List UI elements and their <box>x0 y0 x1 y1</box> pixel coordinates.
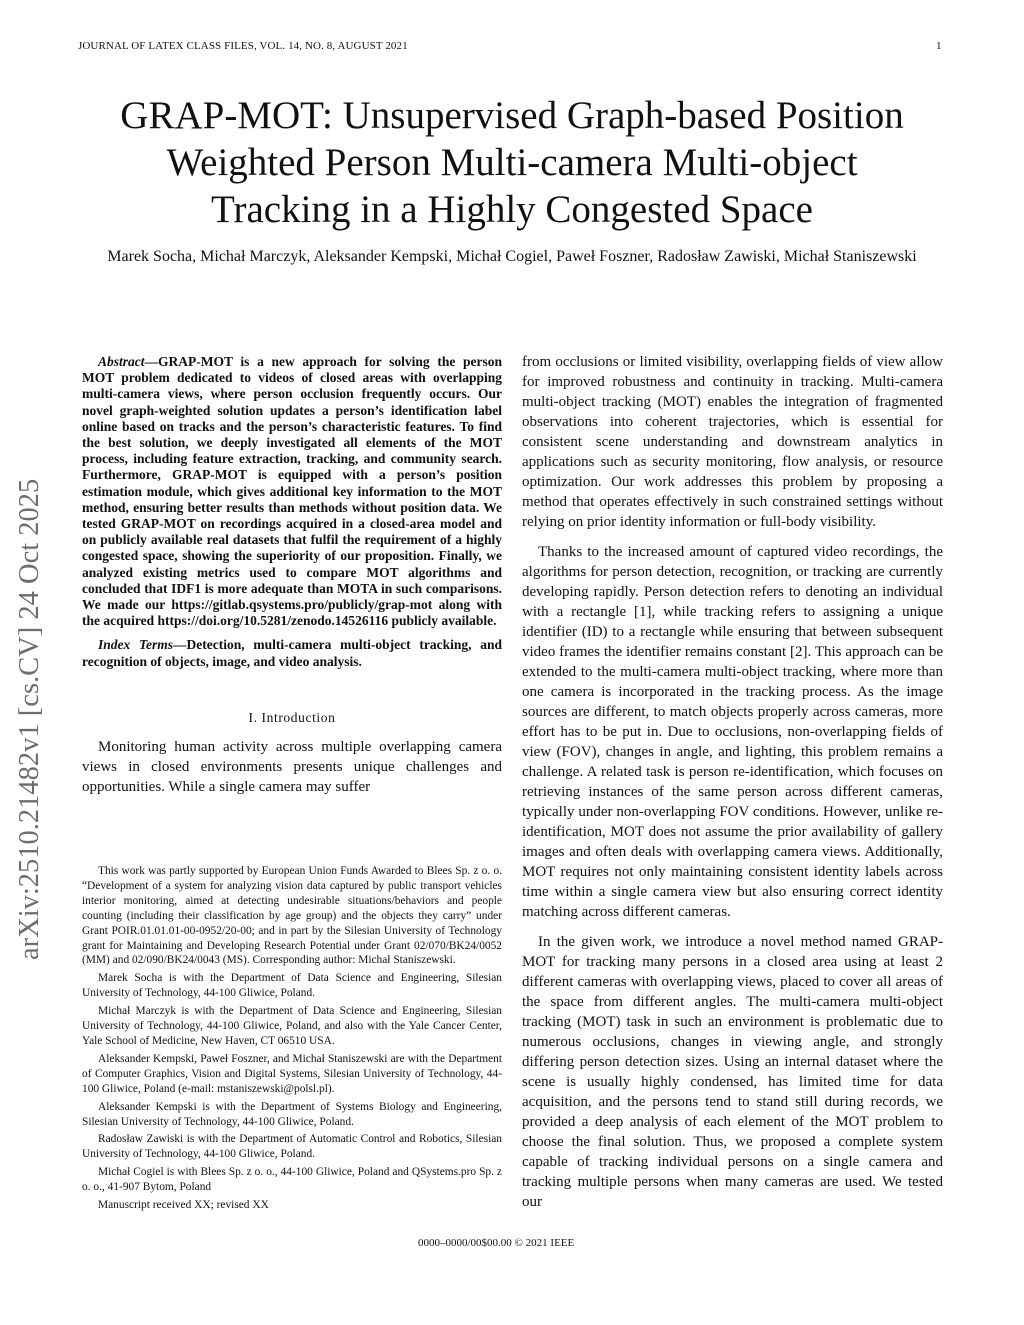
footnote: Aleksander Kempski is with the Department of Systems Biology and Engineering, Silesian University of Technology, 44-100 Gliwice, Poland. <box>82 1100 502 1128</box>
right-column <box>522 352 943 1222</box>
index-terms-text: —Detection, multi-camera multi-object tracking, and recognition of objects, image, and video analysis. <box>82 637 503 669</box>
running-header: JOURNAL OF LATEX CLASS FILES, VOL. 14, NO. 8, AUGUST 2021 <box>78 40 408 52</box>
left-column <box>82 354 502 797</box>
abstract-label: Abstract <box>98 354 145 369</box>
paper-title <box>60 92 964 233</box>
abstract <box>82 354 502 629</box>
copyright-line: 0000–0000/00$00.00 © 2021 IEEE <box>418 1237 575 1249</box>
title-line: Weighted Person Multi-camera Multi-object <box>166 141 858 184</box>
index-terms-label: Index Terms <box>98 637 174 653</box>
index-terms <box>82 637 502 669</box>
page-number: 1 <box>936 40 942 52</box>
title-line: Tracking in a Highly Congested Space <box>211 188 813 231</box>
arxiv-id: arXiv:2510.21482v1 [cs.CV] 24 Oct 2025 <box>14 478 45 960</box>
footnote: Manuscript received XX; revised XX <box>98 1199 269 1212</box>
footnote: Aleksander Kempski, Paweł Foszner, and Michał Staniszewski are with the Department of Computer Graphics, Vision and Digital Systems, Silesian University of Technology, 44-100 Gliwice, Poland (e-mail: mstaniszewski@polsl.pl). <box>82 1052 502 1095</box>
footnotes <box>82 864 502 1213</box>
footnote: Marek Socha is with the Department of Data Science and Engineering, Silesian University of Technology, 44-100 Gliwice, Poland. <box>82 972 502 1000</box>
section-heading: I. Introduction <box>248 709 336 725</box>
title-line: GRAP-MOT: Unsupervised Graph-based Position <box>120 94 904 137</box>
intro-paragraph: Monitoring human activity across multiple overlapping camera views in closed environments presents unique challenges and opportunities. While a single camera may suffer <box>82 738 502 795</box>
footnote: Michał Cogiel is with Blees Sp. z o. o., 44-100 Gliwice, Poland and QSystems.pro Sp. z o. o., 41-907 Bytom, Poland <box>82 1166 502 1194</box>
footnote: Radosław Zawiski is with the Department of Automatic Control and Robotics, Silesian University of Technology, 44-100 Gliwice, Poland. <box>82 1133 502 1161</box>
author-list: Marek Socha, Michał Marczyk, Aleksander Kempski, Michał Cogiel, Paweł Foszner, Radosław Zawiski, Michał Staniszewski <box>107 248 917 265</box>
abstract-text: —GRAP-MOT is a new approach for solving the person MOT problem dedicated to videos of closed areas with overlapping multi-camera views, where person occlusion frequently occurs. Our novel graph-weighted solution updates a person’s identification label online based on tracks and the person’s characteristic features. To find the best solution, we deeply investigated all elements of the MOT process, including feature extraction, tracking, and community search. Furthermore, GRAP-MOT is equipped with a person’s position estimation module, which gives additional key information to the MOT method, ensuring better results than methods without position data. We tested GRAP-MOT on recordings acquired in a closed-area model and on publicly available real datasets that fulfil the requirement of a highly congested space, showing the superiority of our proposition. Finally, we analyzed existing metrics used to compare MOT algorithms and concluded that IDF1 is more adequate than MOTA in such comparisons. We made our https://gitlab.qsystems.pro/publicly/grap-mot along with the acquired https://doi.org/10.5281/zenodo.14526116 publicly available. <box>82 354 502 629</box>
body-paragraph: In the given work, we introduce a novel method named GRAP-MOT for tracking many persons in a closed area using at least 2 different cameras with overlapping views, placed to cover all areas of the space from different angles. The multi-camera multi-object tracking (MOT) task in such an environment is problematic due to numerous occlusions, changes in viewing angle, and strongly differing person detection sizes. Using an internal dataset where the scene is usually highly condensed, has limited time for data acquisition, and the persons tend to stand still during records, we provided a deep analysis of each element of the MOT problem to choose the final solution. Thus, we proposed a complete system capable of tracking individual persons on a single camera and tracking multiple persons when many cameras are used. We tested our <box>522 934 943 1210</box>
body-paragraph: from occlusions or limited visibility, overlapping fields of view allow for improved robustness and continuity in tracking. Multi-camera multi-object tracking (MOT) enables the integration of fragmented observations into coherent trajectories, which is essential for consistent scene understanding and downstream analytics in applications such as security monitoring, flow analysis, or resource optimization. Our work addresses this problem by proposing a method that operates effectively in such constrained settings without relying on prior identity information or full-body visibility. <box>522 354 943 530</box>
footnote: This work was partly supported by European Union Funds Awarded to Blees Sp. z o. o. “Development of a system for analyzing vision data captured by public transport vehicles interior monitoring, aimed at detecting undesirable situations/behaviors and people counting (including their classification by age group) and the objects they carry” under Grant POIR.01.01.01-00-0952/20-00; and in part by the Silesian University of Technology grant for Maintaining and Developing Research Potential under Grant 02/070/BK24/0052 (MM) and 02/090/BK24/0043 (MS). Corresponding author: Michał Staniszewski. <box>82 865 502 967</box>
body-paragraph: Thanks to the increased amount of captured video recordings, the algorithms for person detection, recognition, or tracking are currently developing rapidly. Person detection refers to denoting an individual with a rectangle [1], while tracking refers to assigning a unique identifier (ID) to a rectangle while ensuring that between subsequent video frames the identifier remains constant [2]. This approach can be extended to the multi-camera multi-object tracking, where more than one camera is incorporated in the tracking process. As the image sources are different, to match objects properly across cameras, more effort has to be put in. Due to occlusions, non-overlapping fields of view (FOV), changes in angle, and lighting, this problem remains a challenge. A related task is person re-identification, which focuses on retrieving instances of the same person across different cameras, typically under non-overlapping FOV conditions. However, unlike re-identification, MOT does not assume the prior availability of gallery images and often deals with overlapping camera views. Additionally, MOT requires not only maintaining consistent identity labels across time within a single camera view but also ensuring correct identity matching across different cameras. <box>522 544 943 920</box>
footnote: Michał Marczyk is with the Department of Data Science and Engineering, Silesian University of Technology, 44-100 Gliwice, Poland, and also with the Yale Cancer Center, Yale School of Medicine, New Haven, CT 06510 USA. <box>82 1005 502 1047</box>
arxiv-stamp <box>2 370 58 960</box>
